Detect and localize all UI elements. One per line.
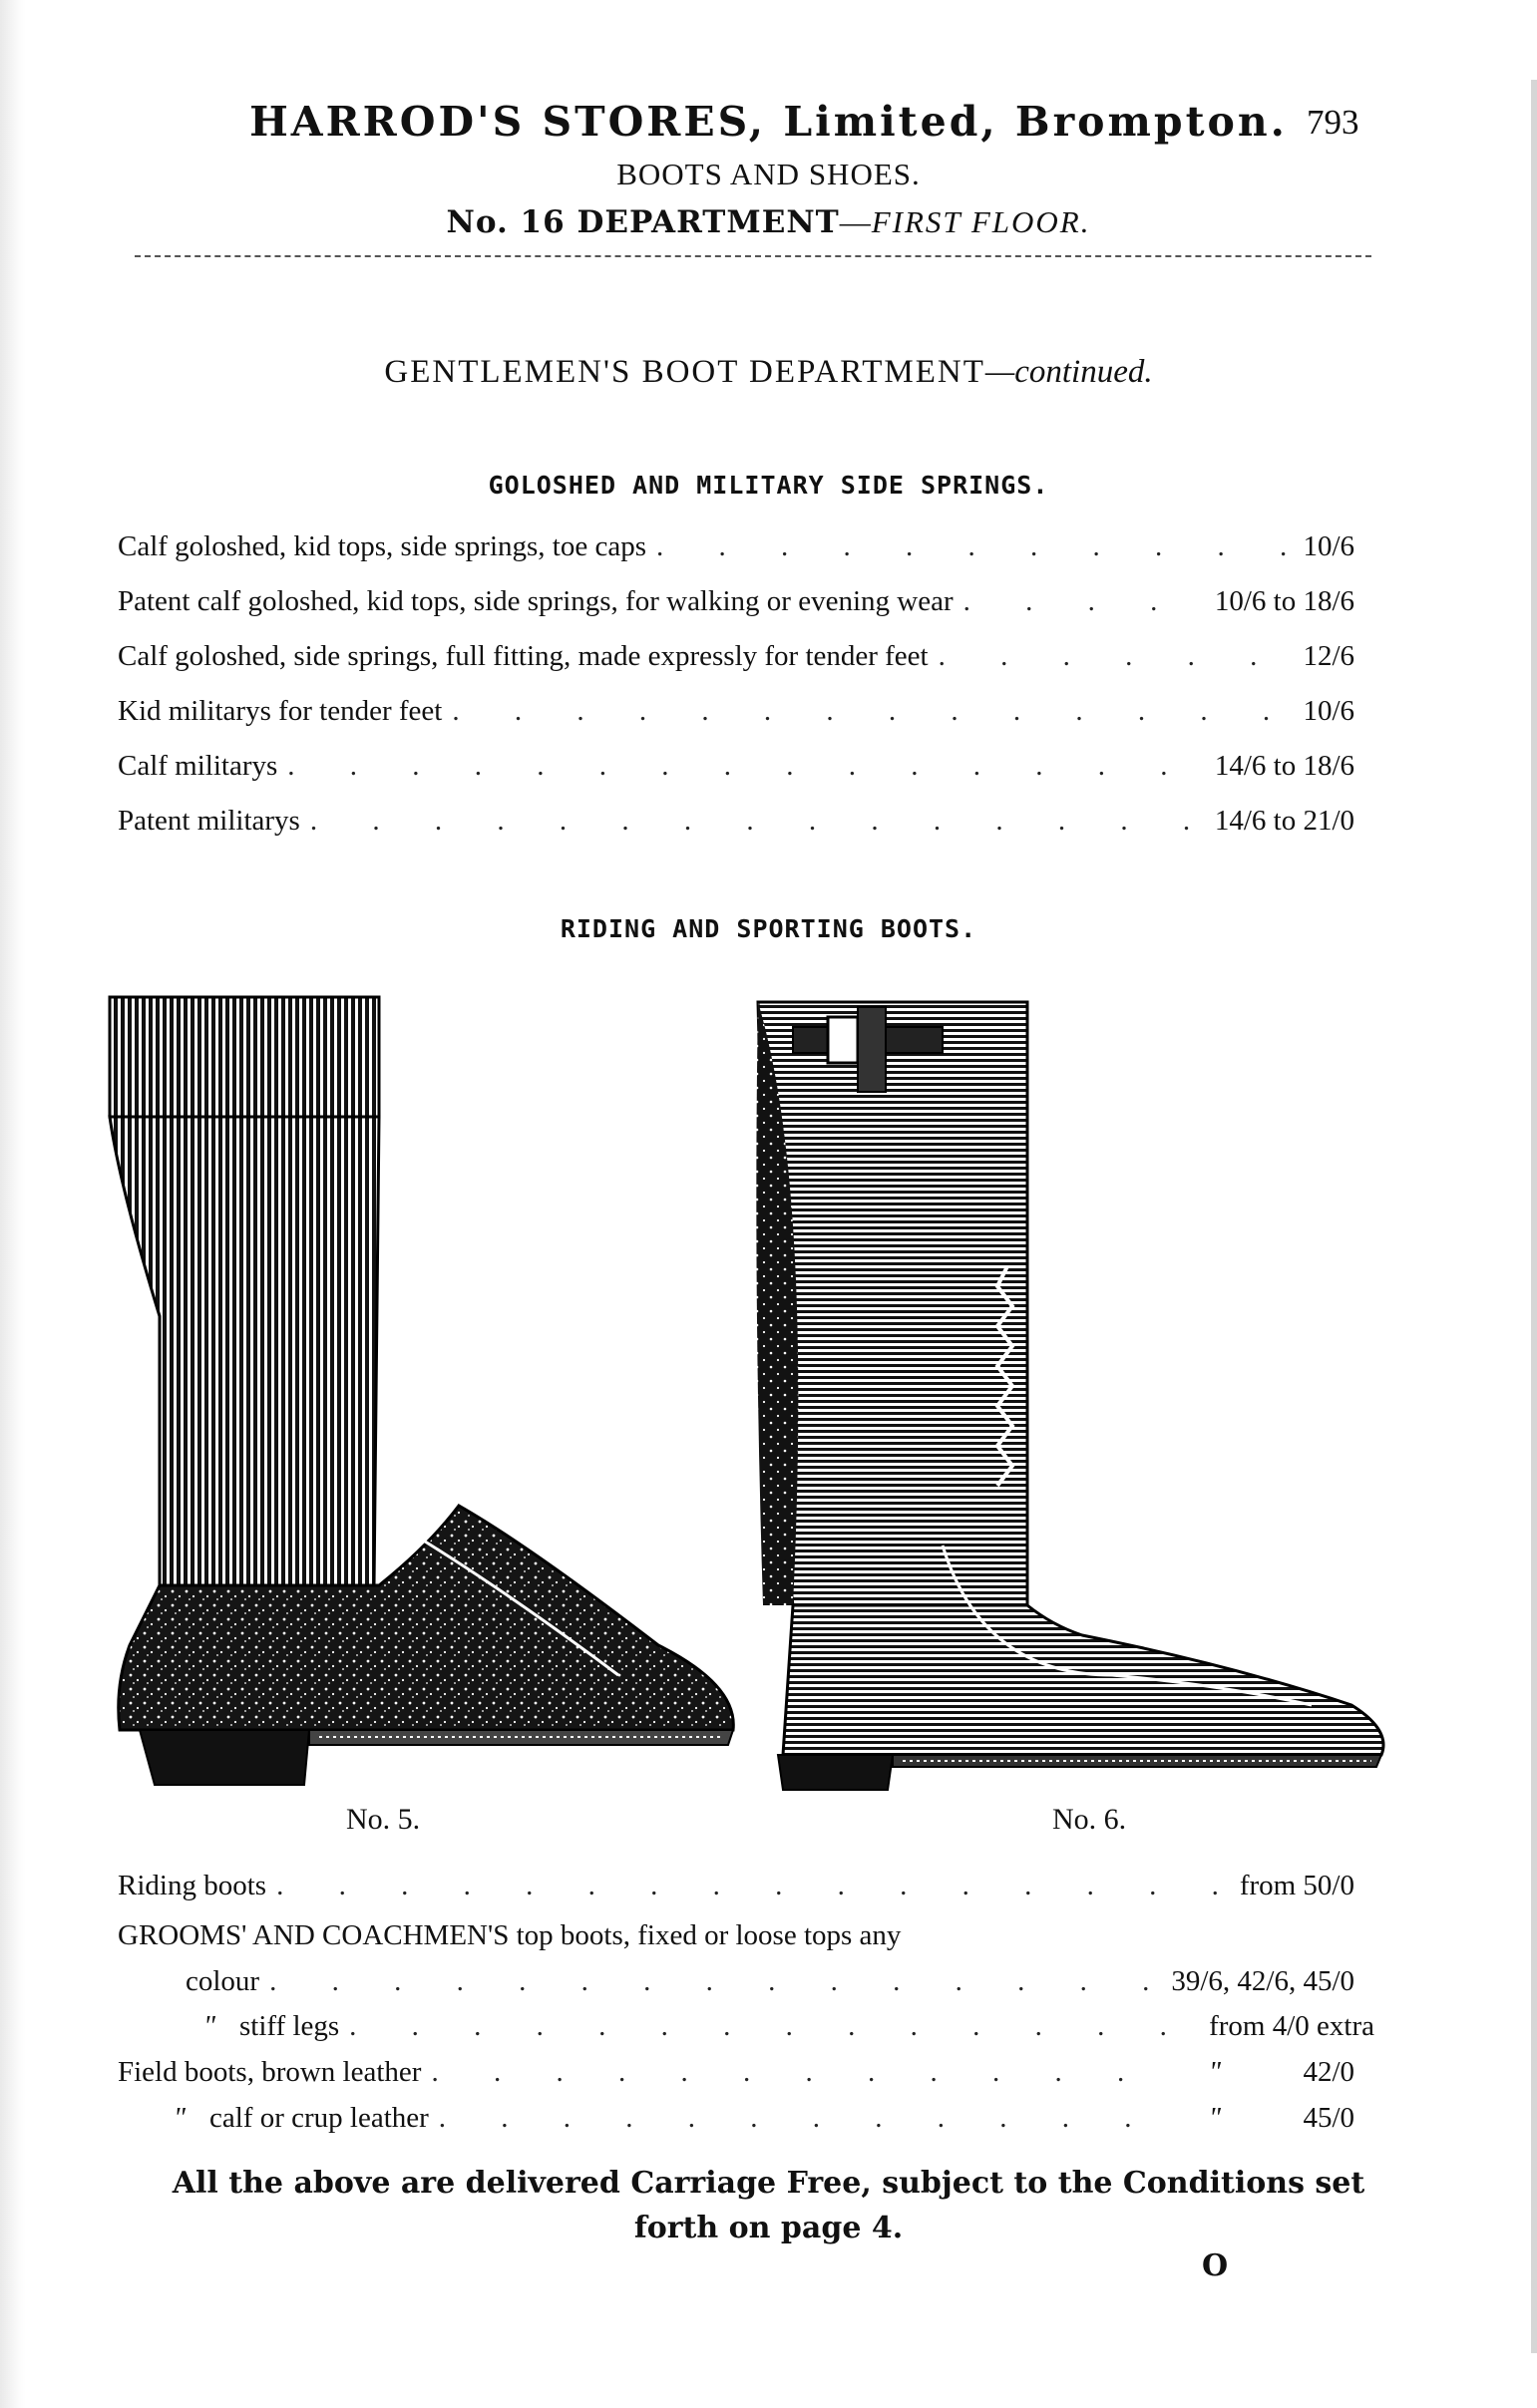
catalogue-subtitle: BOOTS AND SHOES. — [616, 157, 921, 191]
goloshed-heading: GOLOSHED AND MILITARY SIDE SPRINGS. — [488, 471, 1049, 500]
riding-boot-no5-illustration — [100, 987, 748, 1795]
ditto-mark: " — [1208, 2102, 1222, 2134]
price-row — [118, 585, 1354, 627]
price-row — [150, 2102, 1354, 2144]
item-description: Patent militarys — [118, 805, 300, 837]
ditto-mark: " — [173, 2102, 187, 2134]
price-row — [118, 1870, 1354, 1911]
price-row — [118, 805, 1354, 847]
item-description: colour — [186, 1965, 260, 1997]
price-row — [118, 1919, 1354, 1961]
leader-dots — [277, 750, 1207, 783]
price-row — [186, 1965, 1354, 2007]
leader-dots — [259, 1965, 1163, 1998]
item-description: Riding boots — [118, 1870, 267, 1901]
item-description: calf or crup leather — [209, 2102, 429, 2134]
item-description: stiff legs — [239, 2010, 340, 2042]
footer-note-line2: forth on page 4. — [633, 2211, 904, 2245]
item-description: Kid militarys for tender feet — [118, 695, 443, 727]
price-row — [180, 2010, 1374, 2052]
item-price: 39/6, 42/6, 45/0 — [1171, 1965, 1354, 1997]
leader-dots — [421, 2056, 1177, 2089]
item-price: 45/0 — [1303, 2102, 1354, 2134]
item-price: 10/6 — [1303, 530, 1354, 562]
item-price: from 50/0 — [1239, 1870, 1354, 1901]
header-divider — [135, 255, 1371, 257]
ditto-mark: " — [1208, 2056, 1222, 2088]
section-title-text: GENTLEMEN'S BOOT DEPARTMENT — [384, 354, 985, 390]
page-right-edge — [1531, 80, 1537, 2353]
item-description: Calf goloshed, side springs, full fitting, made expressly for tender feet — [118, 640, 929, 672]
item-description: Calf militarys — [118, 750, 278, 782]
figure-caption-no6: No. 6. — [1052, 1803, 1127, 1836]
item-description: Field boots, brown leather — [118, 2056, 422, 2088]
section-title — [0, 354, 1537, 391]
price-row — [118, 640, 1354, 682]
department-number: No. 16 DEPARTMENT — [446, 204, 840, 240]
leader-dots — [954, 585, 1207, 618]
leader-dots — [429, 2102, 1177, 2135]
item-price: 10/6 — [1303, 695, 1354, 727]
price-row — [118, 530, 1354, 572]
item-price: 14/6 to 18/6 — [1214, 750, 1354, 782]
price-row — [118, 695, 1354, 737]
leader-dots — [929, 640, 1296, 673]
leader-dots — [442, 695, 1295, 728]
page-number: 793 — [1307, 103, 1359, 142]
item-price: from 4/0 extra — [1209, 2010, 1374, 2042]
leader-dots — [339, 2010, 1201, 2043]
department-line: No. 16 DEPARTMENT—FIRST FLOOR. — [446, 204, 1091, 240]
signature-mark: O — [1202, 2248, 1229, 2283]
price-row — [118, 2056, 1354, 2098]
price-row — [118, 750, 1354, 792]
item-price: 14/6 to 21/0 — [1214, 805, 1354, 837]
store-title: HARROD'S STORES, Limited, Brompton. — [249, 98, 1288, 146]
item-price: 10/6 to 18/6 — [1214, 585, 1354, 617]
item-price: 42/0 — [1303, 2056, 1354, 2088]
section-title-suffix: —continued. — [984, 354, 1153, 390]
leader-dots — [646, 530, 1295, 563]
riding-boot-no6-illustration — [753, 987, 1391, 1795]
leader-dots — [266, 1870, 1232, 1902]
footer-note-line1: All the above are delivered Carriage Free, subject to the Conditions set — [172, 2166, 1365, 2201]
riding-heading: RIDING AND SPORTING BOOTS. — [560, 914, 977, 943]
department-floor: FIRST FLOOR. — [871, 204, 1091, 239]
item-description: Patent calf goloshed, kid tops, side springs, for walking or evening wear — [118, 585, 954, 617]
leader-dots — [300, 805, 1207, 838]
ditto-mark: " — [202, 2010, 216, 2042]
figure-caption-no5: No. 5. — [346, 1803, 421, 1836]
item-price: 12/6 — [1303, 640, 1354, 672]
item-description: GROOMS' AND COACHMEN'S top boots, fixed or loose tops any — [118, 1919, 902, 1951]
item-description: Calf goloshed, kid tops, side springs, toe caps — [118, 530, 647, 562]
